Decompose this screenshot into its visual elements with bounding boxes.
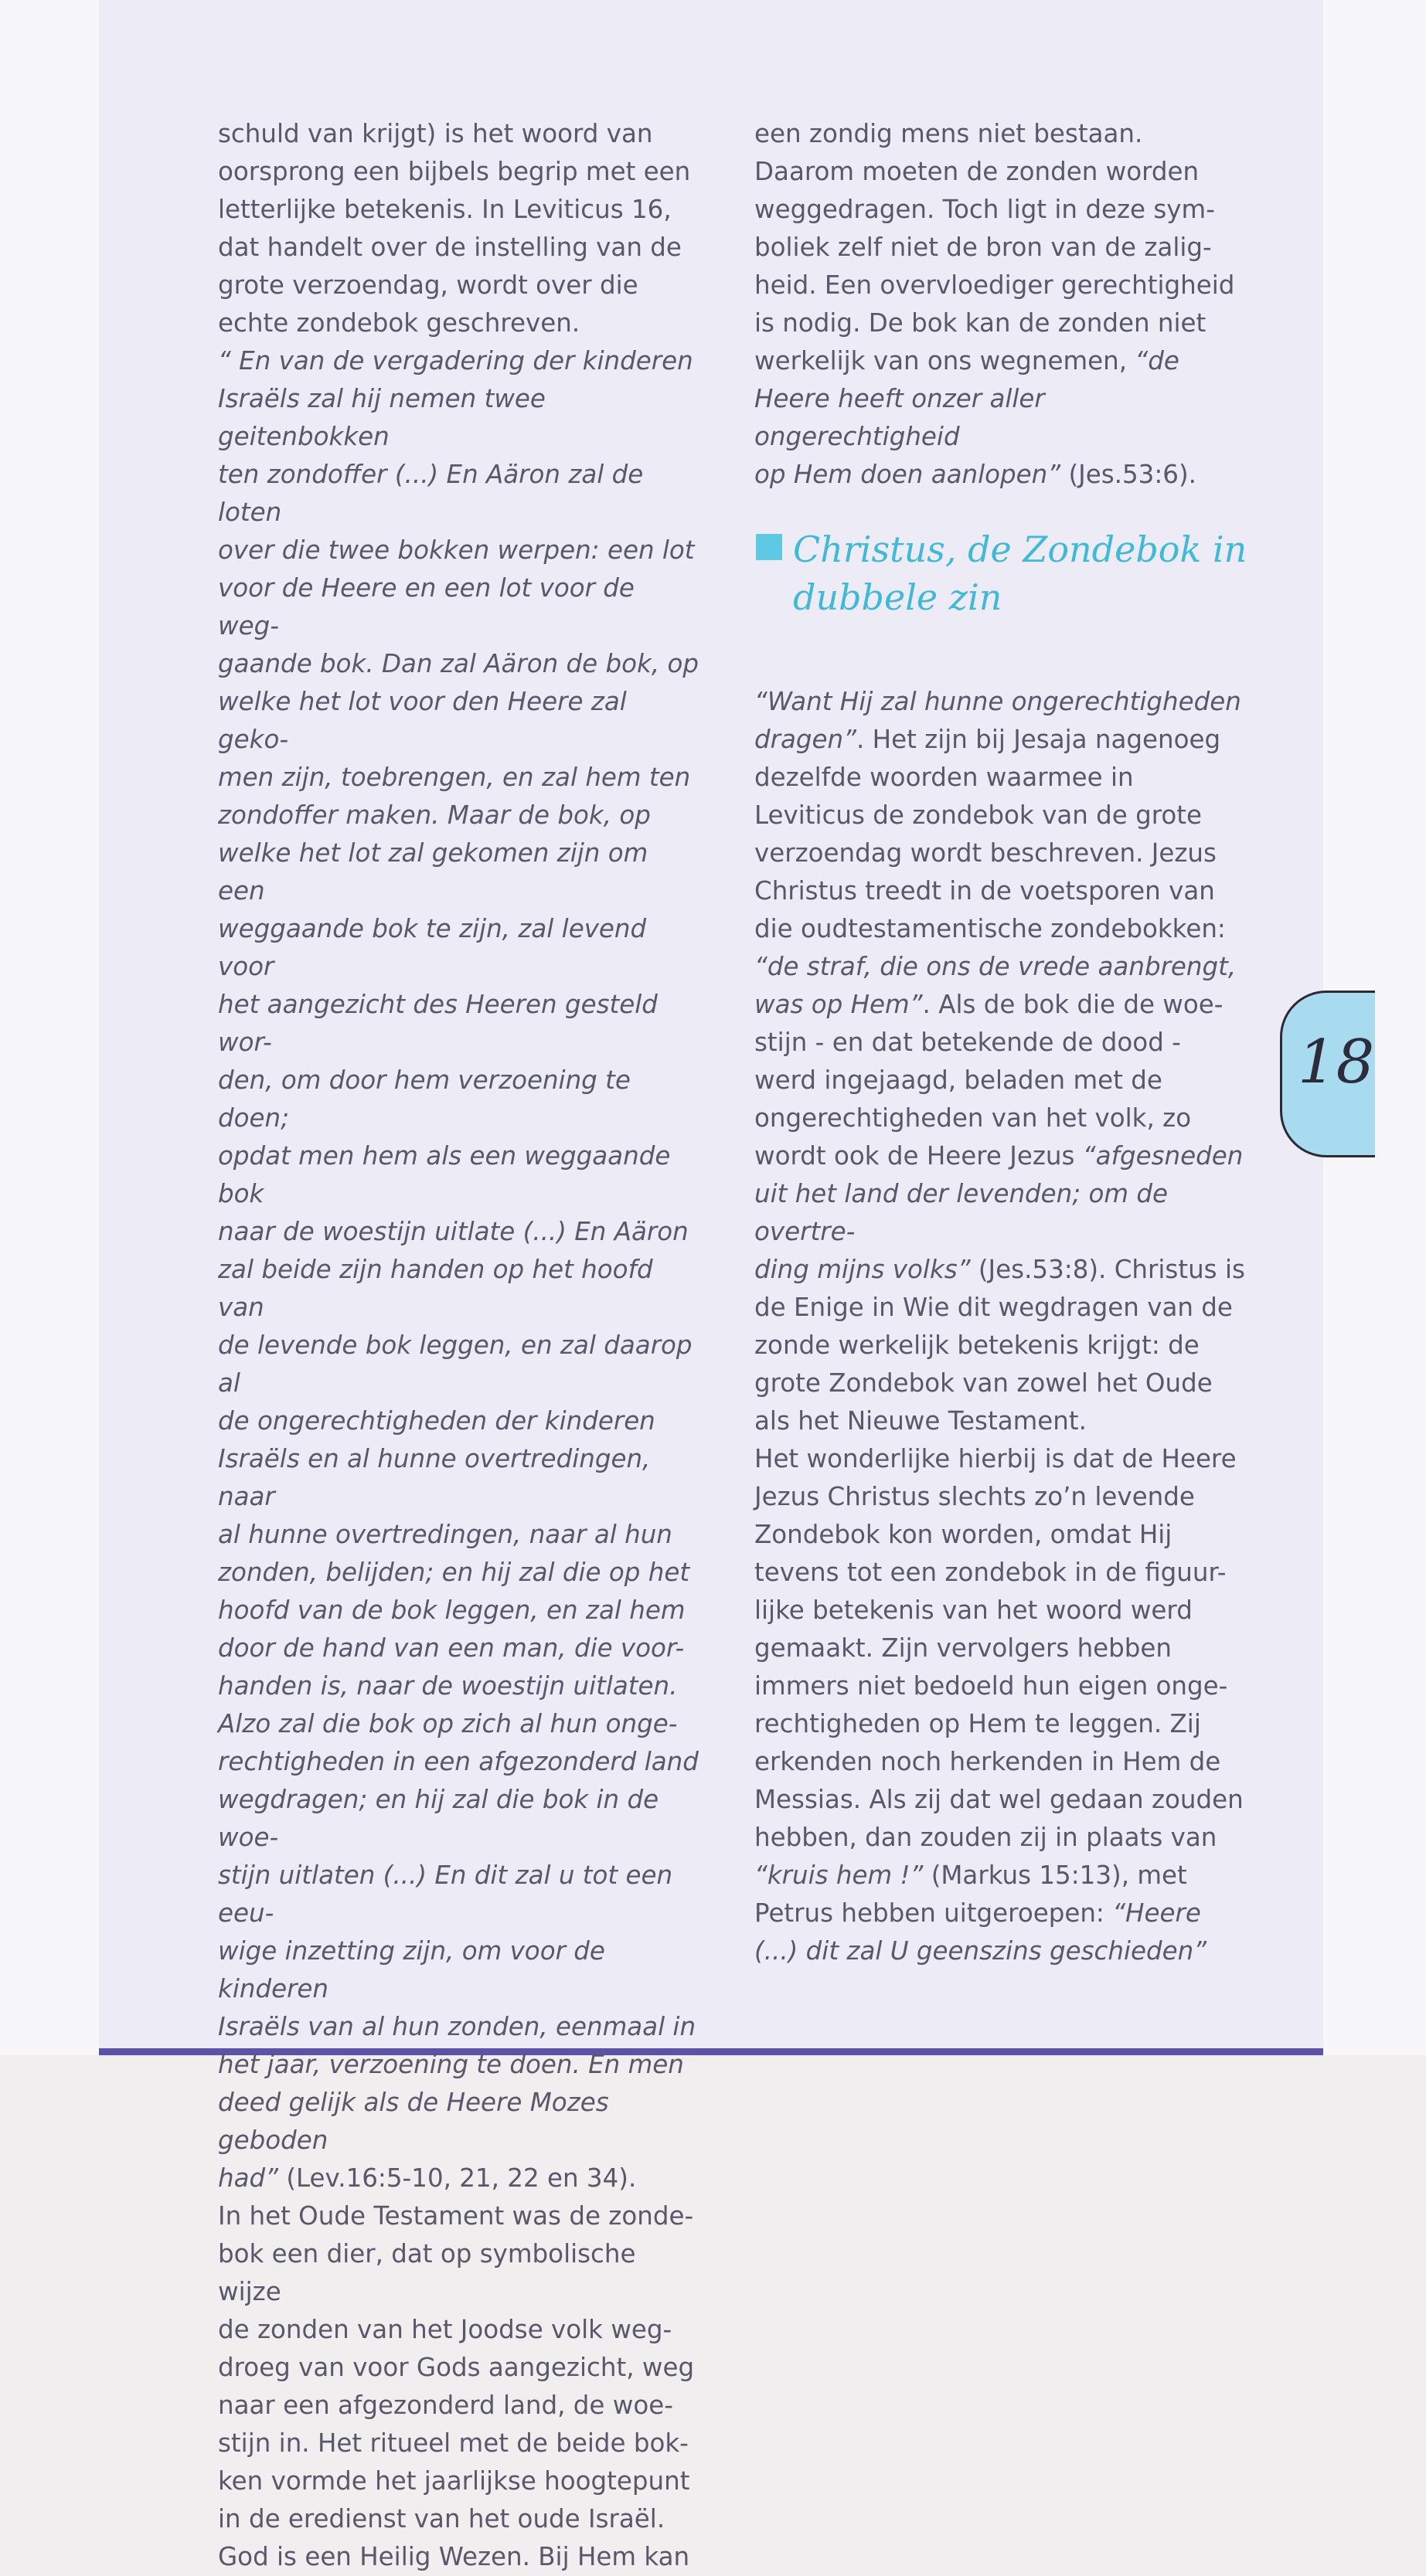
text-line [218,569,701,645]
text-line [754,1592,1249,1630]
text-line [218,683,701,759]
text-line-main: welke het lot voor den Heere zal geko- [218,687,627,754]
text-line-main: had” [218,2163,278,2193]
text-line [218,1440,701,1516]
text-line [754,456,1249,494]
text-line-main: is nodig. De bok kan de zonden niet [754,308,1206,338]
text-line-main: oorsprong een bijbels begrip met een [218,157,691,186]
text-line [218,910,701,986]
text-line-main: door de hand van een man, die voor- [218,1633,685,1663]
text-line [218,1516,701,1554]
text-line [218,342,701,380]
text-line [218,229,701,267]
text-line-main: rechtigheden in een afgezonderd land [218,1747,699,1776]
text-line-main: deed gelijk als de Heere Mozes geboden [218,2088,609,2155]
text-line [218,267,701,304]
text-line-main: echte zondebok geschreven. [218,308,580,338]
left-background [0,0,99,2055]
text-line-main: al hunne overtredingen, naar al hun [218,1520,672,1549]
text-line [218,456,701,532]
text-line-main: zonden, belijden; en hij zal die op het [218,1558,690,1587]
text-line [218,986,701,1062]
text-line [218,2235,701,2311]
text-line [754,1857,1249,1895]
text-line-main: zonde werkelijk betekenis krijgt: de [754,1330,1200,1360]
text-line [754,1289,1249,1327]
text-line-main: God is een Heilig Wezen. Bij Hem kan [218,2542,690,2571]
heading-line-1: Christus, de Zondebok in [793,528,1247,570]
text-line-main: naar een afgezonderd land, de woe- [218,2391,673,2420]
text-line-main: ten zondoffer (...) En Aäron zal de loten [218,460,644,527]
text-line [218,304,701,342]
text-line-main: “ En van de vergadering der kinderen [218,346,693,376]
text-line-main: werkelijk van ons wegnemen, [754,346,1135,376]
text-line-main: gemaakt. Zijn vervolgers hebben [754,1633,1172,1663]
text-line [754,1819,1249,1857]
text-line-main: stijn uitlaten (...) En dit zal u tot een eeu- [218,1861,673,1928]
text-line-main: opdat men hem als een weggaande bok [218,1141,671,1208]
text-line-tail-italic: “afgesneden [1082,1141,1244,1171]
text-line [218,1554,701,1592]
text-line-main: uit het land der levenden; om de overtre- [754,1179,1169,1246]
text-line-main: erkenden noch herkenden in Hem de [754,1747,1221,1776]
text-line [218,191,701,229]
text-line-main: lijke betekenis van het woord werd [754,1596,1193,1625]
text-line [218,1327,701,1402]
page-number-tab [1280,991,1375,1157]
text-line-main: werd ingejaagd, beladen met de [754,1065,1162,1095]
text-line-main: “de straf, die ons de vrede aanbrengt, [754,952,1237,981]
text-line-main: over die twee bokken werpen: een lot [218,535,695,565]
text-line-main: weggaande bok te zijn, zal levend voor [218,914,647,981]
text-line [218,2197,701,2235]
text-line [218,115,701,153]
text-line [218,1857,701,1932]
right-column-bottom [754,683,1249,1970]
text-line-main: handen is, naar de woestijn uitlaten. [218,1671,678,1701]
text-line-main: den, om door hem verzoening te doen; [218,1065,631,1133]
text-line-tail: (Jes.53:8). Christus is [970,1255,1245,1284]
text-line [754,1024,1249,1062]
text-line [754,721,1249,759]
text-line-main: Zondebok kon worden, omdat Hij [754,1520,1172,1549]
text-line-main: welke het lot zal gekomen zijn om een [218,838,648,906]
text-line-main: Christus treedt in de voetsporen van [754,876,1215,906]
text-line-main: Petrus hebben uitgeroepen: [754,1898,1113,1928]
text-line-main: Israëls en al hunne overtredingen, naar [218,1444,651,1511]
text-line-main: hoofd van de bok leggen, en zal hem [218,1596,686,1625]
page-number: 18 [1298,1028,1375,1097]
text-line-main: die oudtestamentische zondebokken: [754,914,1226,943]
text-line-main: een zondig mens niet bestaan. [754,119,1143,148]
text-line [754,1895,1249,1932]
text-line-main: ken vormde het jaarlijkse hoogtepunt [218,2466,690,2496]
text-line-main: “Want Hij zal hunne ongerechtigheden [754,687,1241,716]
text-line-main: tevens tot een zondebok in de figuur- [754,1558,1227,1587]
text-line [754,115,1249,153]
text-line [218,2538,701,2576]
text-line-main: Het wonderlijke hierbij is dat de Heere [754,1444,1237,1473]
text-line [218,1705,701,1743]
text-line-main: op Hem doen aanlopen” [754,460,1061,489]
text-line-main: grote verzoendag, wordt over die [218,270,638,300]
text-line [754,1705,1249,1743]
text-line [754,872,1249,910]
text-line [218,2425,701,2462]
text-line-main: Alzo zal die bok op zich al hun onge- [218,1709,678,1738]
text-line-tail-italic: “de [1135,346,1179,376]
text-line-main: weggedragen. Toch ligt in deze sym- [754,195,1215,224]
text-line [218,1062,701,1137]
text-line-main: dezelfde woorden waarmee in [754,763,1134,792]
text-line [218,1251,701,1327]
text-line [754,1364,1249,1402]
text-line-main: het jaar, verzoening te doen. En men [218,2050,684,2079]
text-line [218,2046,701,2084]
text-line [218,759,701,797]
text-line [754,267,1249,304]
text-line [754,834,1249,872]
text-line [754,1099,1249,1137]
heading-bullet-icon [756,534,782,560]
section-heading [756,525,1251,621]
text-line-main: dragen” [754,725,856,754]
text-line [754,948,1249,986]
text-line-main: “kruis hem !” [754,1861,924,1890]
text-line [754,1630,1249,1667]
text-line-main: letterlijke betekenis. In Leviticus 16, [218,195,672,224]
text-line-main: de levende bok leggen, en zal daarop al [218,1330,693,1398]
text-line-main: de Enige in Wie dit wegdragen van de [754,1293,1233,1322]
text-line-tail-italic: “Heere [1112,1898,1201,1928]
text-line [754,1175,1249,1251]
text-line-main: in de eredienst van het oude Israël. [218,2504,665,2534]
text-line [754,304,1249,342]
text-line [754,683,1249,721]
text-line-main: naar de woestijn uitlate (...) En Aäron [218,1217,689,1246]
text-line [218,2311,701,2349]
text-line [754,1327,1249,1364]
text-line-main: wige inzetting zijn, om voor de kinderen [218,1936,605,2003]
text-line [754,153,1249,191]
text-line-main: de ongerechtigheden der kinderen [218,1406,655,1436]
text-line [218,2160,701,2197]
text-line [754,986,1249,1024]
text-line [754,191,1249,229]
text-line [218,2349,701,2387]
text-line [218,797,701,834]
text-line-main: hebben, dan zouden zij in plaats van [754,1823,1217,1852]
text-line [218,2500,701,2538]
text-line-main: immers niet bedoeld hun eigen onge- [754,1671,1228,1701]
text-line [218,1667,701,1705]
text-line [754,1932,1249,1970]
text-line-tail: (Markus 15:13), met [923,1861,1187,1890]
text-line-main: Messias. Als zij dat wel gedaan zouden [754,1785,1244,1814]
text-line-main: zondoffer maken. Maar de bok, op [218,800,651,830]
text-line-main: was op Hem” [754,990,923,1019]
text-line-main: Jezus Christus slechts zo’n levende [754,1482,1195,1511]
text-line-main: heid. Een overvloediger gerechtigheid [754,270,1235,300]
text-line-tail: . Het zijn bij Jesaja nagenoeg [856,725,1221,754]
text-line [754,797,1249,834]
text-line-main: men zijn, toebrengen, en zal hem ten [218,763,691,792]
text-line [754,1516,1249,1554]
text-line-main: (...) dit zal U geenszins geschieden” [754,1936,1207,1966]
text-line-main: de zonden van het Joodse volk weg- [218,2315,672,2344]
text-line-main: dat handelt over de instelling van de [218,233,682,262]
text-line [218,1402,701,1440]
text-line-main: zal beide zijn handen op het hoofd van [218,1255,653,1322]
text-line [218,1781,701,1857]
text-line-main: Daarom moeten de zonden worden [754,157,1200,186]
text-line [754,1402,1249,1440]
text-line [754,1251,1249,1289]
text-line-main: Heere heeft onzer aller ongerechtigheid [754,384,1045,451]
text-line [754,1478,1249,1516]
text-line [218,2462,701,2500]
text-line-main: In het Oude Testament was de zonde- [218,2201,694,2231]
text-line-main: voor de Heere en een lot voor de weg- [218,573,635,641]
text-line-main: droeg van voor Gods aangezicht, weg [218,2353,695,2382]
text-line [754,1781,1249,1819]
text-line [218,1630,701,1667]
text-line [754,910,1249,948]
text-line [218,2084,701,2160]
text-line-tail: (Lev.16:5-10, 21, 22 en 34). [277,2163,637,2193]
text-line-main: wegdragen; en hij zal die bok in de woe- [218,1785,659,1852]
text-line [754,380,1249,456]
text-line [754,1667,1249,1705]
text-line-main: stijn in. Het ritueel met de beide bok- [218,2428,689,2458]
text-line-main: ongerechtigheden van het volk, zo [754,1103,1192,1133]
right-column-top [754,115,1249,494]
text-line-main: Leviticus de zondebok van de grote [754,800,1203,830]
text-line-main: bok een dier, dat op symbolische wijze [218,2239,636,2306]
text-line-main: gaande bok. Dan zal Aäron de bok, op [218,649,699,678]
text-line [754,1137,1249,1175]
text-line [754,759,1249,797]
text-line-main: stijn - en dat betekende de dood - [754,1028,1181,1057]
text-line-main: schuld van krijgt) is het woord van [218,119,653,148]
text-line [218,1592,701,1630]
text-line-main: wordt ook de Heere Jezus [754,1141,1083,1171]
text-line [754,1062,1249,1099]
text-line-main: het aangezicht des Heeren gesteld wor- [218,990,658,1057]
text-line [754,1440,1249,1478]
text-line-tail: (Jes.53:6). [1060,460,1196,489]
text-line-main: ding mijns volks” [754,1255,971,1284]
text-line [218,153,701,191]
text-line [218,2387,701,2425]
text-line-tail: . Als de bok die de woe- [922,990,1224,1019]
text-line-main: rechtigheden op Hem te leggen. Zij [754,1709,1201,1738]
text-line [218,1743,701,1781]
text-line [218,1213,701,1251]
text-line [754,1554,1249,1592]
text-line [218,1932,701,2008]
text-line [218,1137,701,1213]
text-line [218,532,701,569]
text-line [218,645,701,683]
text-line-main: grote Zondebok van zowel het Oude [754,1368,1213,1398]
text-line [754,342,1249,380]
text-line [218,2008,701,2046]
text-line-main: als het Nieuwe Testament. [754,1406,1087,1436]
heading-line-2: dubbele zin [793,576,1002,618]
left-column [218,115,701,2576]
text-line-main: Israëls van al hun zonden, eenmaal in [218,2012,696,2041]
text-line-main: verzoendag wordt beschreven. Jezus [754,838,1217,868]
text-line-main: boliek zelf niet de bron van de zalig- [754,233,1212,262]
text-line [754,1743,1249,1781]
text-line-main: Israëls zal hij nemen twee geitenbokken [218,384,546,451]
text-line [218,834,701,910]
text-line [218,380,701,456]
text-line [754,229,1249,267]
